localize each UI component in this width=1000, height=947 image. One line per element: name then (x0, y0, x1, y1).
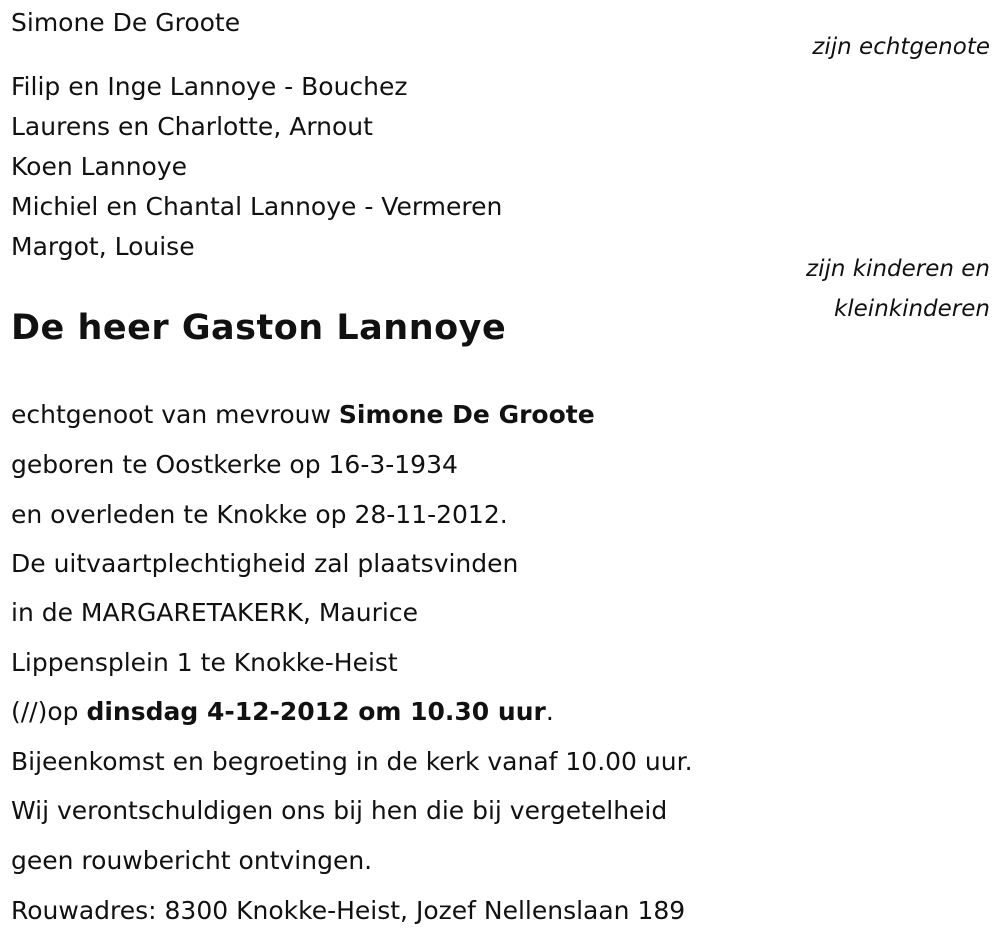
children-role-line-1: zijn kinderen en (806, 256, 990, 282)
children-line-5: Margot, Louise (11, 232, 195, 261)
spouse-line (11, 400, 595, 430)
apology-line-1: Wij verontschuldigen ons bij hen die bij vergetelheid (11, 796, 668, 825)
children-role-line-2: kleinkinderen (833, 296, 990, 322)
gathering-line: Bijeenkomst en begroeting in de kerk vanaf 10.00 uur. (11, 747, 693, 776)
spouse-name: Simone De Groote (11, 8, 241, 37)
date-prefix: (//)op (11, 697, 87, 726)
deceased-title: De heer Gaston Lannoye (11, 308, 507, 348)
address-line: Rouwadres: 8300 Knokke-Heist, Jozef Nellenslaan 189 (11, 896, 686, 925)
date-line (11, 697, 554, 727)
born-line: geboren te Oostkerke op 16-3-1934 (11, 450, 458, 479)
apology-line-2: geen rouwbericht ontvingen. (11, 846, 373, 875)
children-line-3: Koen Lannoye (11, 152, 188, 181)
church-line-1: in de MARGARETAKERK, Maurice (11, 598, 418, 627)
spouse-prefix: echtgenoot van mevrouw (11, 400, 339, 429)
children-line-4: Michiel en Chantal Lannoye - Vermeren (11, 192, 503, 221)
children-line-1: Filip en Inge Lannoye - Bouchez (11, 72, 408, 101)
children-line-2: Laurens en Charlotte, Arnout (11, 112, 373, 141)
spouse-role: zijn echtgenote (812, 34, 990, 60)
funeral-line: De uitvaartplechtigheid zal plaatsvinden (11, 549, 519, 578)
date-bold: dinsdag 4-12-2012 om 10.30 uur (86, 697, 546, 726)
church-line-2: Lippensplein 1 te Knokke-Heist (11, 648, 398, 677)
date-suffix: . (545, 697, 554, 726)
died-line: en overleden te Knokke op 28-11-2012. (11, 500, 508, 529)
spouse-bold-name: Simone De Groote (338, 400, 595, 429)
